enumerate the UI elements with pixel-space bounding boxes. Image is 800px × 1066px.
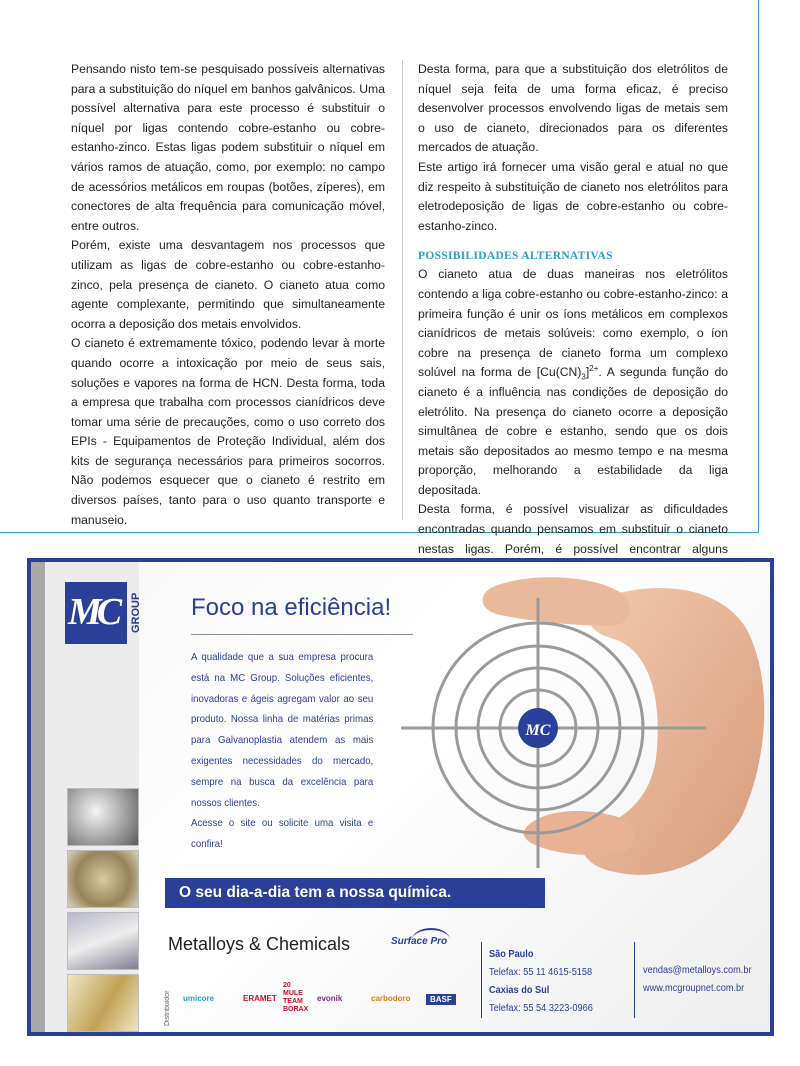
surface-pro-logo: Surface Pro bbox=[391, 936, 448, 947]
tagline-bar: O seu dia-a-dia tem a nossa química. bbox=[165, 878, 545, 908]
product-thumbnail bbox=[67, 974, 139, 1032]
distributor-logo-evonik: evonik bbox=[317, 994, 343, 1003]
headline-rule bbox=[191, 634, 413, 635]
product-thumbnail bbox=[67, 788, 139, 846]
text-run: O cianeto atua de duas maneiras nos eletrólitos contendo a liga cobre-estanho ou cobre-estanho-zinco: a primeira função é unir os íons metálicos em complexos cianídricos de metais solúveis: como exemplo, o íon cobre na presença de cianeto forma um complexo solúvel na forma de [Cu(CN) bbox=[418, 267, 728, 380]
contact-city: São Paulo bbox=[489, 949, 534, 960]
distributor-logo-borax: 20 MULE TEAM BORAX bbox=[283, 982, 309, 1013]
mc-group-logo bbox=[65, 582, 127, 644]
section-heading: POSSIBILIDADES ALTERNATIVAS bbox=[418, 250, 613, 263]
distributor-logo-basf: BASF bbox=[426, 994, 456, 1005]
column-divider bbox=[402, 60, 403, 520]
text-run: ] bbox=[585, 365, 590, 380]
article-paragraph: Porém, existe uma desvantagem nos processos que utilizam as ligas de cobre-estanho ou cobre-estanho-zinco, pela presença de cianeto. O cianeto atua como agente complexante, permitindo que simultaneamente ocorra a deposição dos metais envolvidos. bbox=[71, 238, 385, 331]
logo-text: MC bbox=[68, 591, 118, 633]
article-paragraph: Este artigo irá fornecer uma visão geral e atual no que diz respeito à substituição de cianeto nos eletrólitos para eletrodeposição de ligas de cobre-estanho ou cobre-estanho-zinco. bbox=[418, 159, 728, 233]
article-paragraph: Pensando nisto tem-se pesquisado possíveis alternativas para a substituição do níquel em banhos galvânicos. Uma possível alternativa para este processo é substituir o níquel por ligas contendo cobre-estanho ou cobre-estanho-zinco. Estas ligas podem substituir o níquel em vários ramos de atuação, como, por exemplo: no campo de acessórios metálicos em roupas (botões, zíperes), em conectores de alta frequência para comunicação móvel, entre outros. bbox=[71, 62, 385, 233]
contact-divider bbox=[481, 942, 482, 1018]
superscript: 2+ bbox=[589, 364, 599, 374]
article-paragraph: Desta forma, para que a substituição dos eletrólitos de níquel seja feita de uma forma eficaz, é preciso desenvolver processos envolvendo ligas de metais sem o uso de cianeto, direcionados para os diferentes mercados de atuação. bbox=[418, 62, 728, 155]
product-thumbnail bbox=[67, 850, 139, 908]
article-paragraph bbox=[418, 265, 728, 500]
contact-divider bbox=[634, 942, 635, 1018]
contact-city: Caxias do Sul bbox=[489, 985, 550, 996]
ad-body bbox=[191, 648, 373, 856]
distributor-logo-umicore: umicore bbox=[183, 994, 215, 1003]
article-paragraph: O cianeto é extremamente tóxico, podendo levar à morte quando ocorre a intoxicação por meio de seus sais, soluções e vapores na forma de HCN. Desta forma, toda a empresa que trabalha com processos cianídricos deve tomar uma série de precauções, como o uso correto dos EPIs - Equipamentos de Proteção Individual, além dos kits de segurança necessários para primeiros socorros. Não podemos esquecer que o cianeto é restrito em diversos países, tanto para o uso quanto transporte e manuseio. bbox=[71, 336, 385, 527]
contact-phone: Telefax: 55 54 3223-0966 bbox=[489, 1003, 593, 1014]
logo-group-text: GROUP bbox=[130, 592, 142, 634]
index-finger bbox=[483, 577, 630, 626]
advertisement bbox=[27, 558, 774, 1036]
distributor-logo-carbodoro: carbodoro bbox=[371, 994, 411, 1003]
ad-body-paragraph: Acesse o site ou solicite uma visita e confira! bbox=[191, 818, 374, 851]
article-paragraph: Desta forma, é possível visualizar as dificuldades encontradas quando pensamos em substituir o cianeto nestas ligas. Porém, é possível encontrar alguns bbox=[418, 502, 728, 556]
ad-headline: Foco na eficiência! bbox=[191, 594, 392, 621]
web-contact-block bbox=[643, 962, 752, 998]
website-link[interactable]: www.mcgroupnet.com.br bbox=[643, 983, 745, 994]
target-hand-illustration bbox=[401, 568, 773, 888]
company-name: Metalloys & Chemicals bbox=[168, 934, 351, 954]
ad-side-strip-dark bbox=[31, 562, 45, 1032]
target-logo-text: MC bbox=[525, 722, 551, 739]
product-thumbnail bbox=[67, 912, 139, 970]
subscript: 3 bbox=[581, 372, 586, 382]
contact-phone: Telefax: 55 11 4615-5158 bbox=[489, 967, 593, 978]
text-run: . A segunda função do cianeto é a influência nas condições de deposição do eletrólito. Na presença do cianeto ocorre a deposição simultânea de cobre e estanho, sendo que os dois metais são depositados ao mesmo tempo e na mesma proporção, melhorando a estabilidade da liga depositada. bbox=[418, 365, 728, 497]
article-left-column bbox=[71, 60, 385, 530]
ad-body-paragraph: A qualidade que a sua empresa procura está na MC Group. Soluções eficientes, inovadoras e ágeis agregam valor ao seu produto. Nossa linha de matérias primas para Galvanoplastia atendem as mais exigentes necessidades do mercado, sempre na busca da excelência para nossos clientes. bbox=[191, 652, 374, 809]
contact-block bbox=[489, 946, 593, 1018]
article-right-column bbox=[418, 60, 728, 598]
distributor-label: Distribuidor bbox=[164, 990, 171, 1026]
distributor-logo-eramet: ERAMET bbox=[243, 994, 277, 1003]
email-link[interactable]: vendas@metalloys.com.br bbox=[643, 965, 752, 976]
